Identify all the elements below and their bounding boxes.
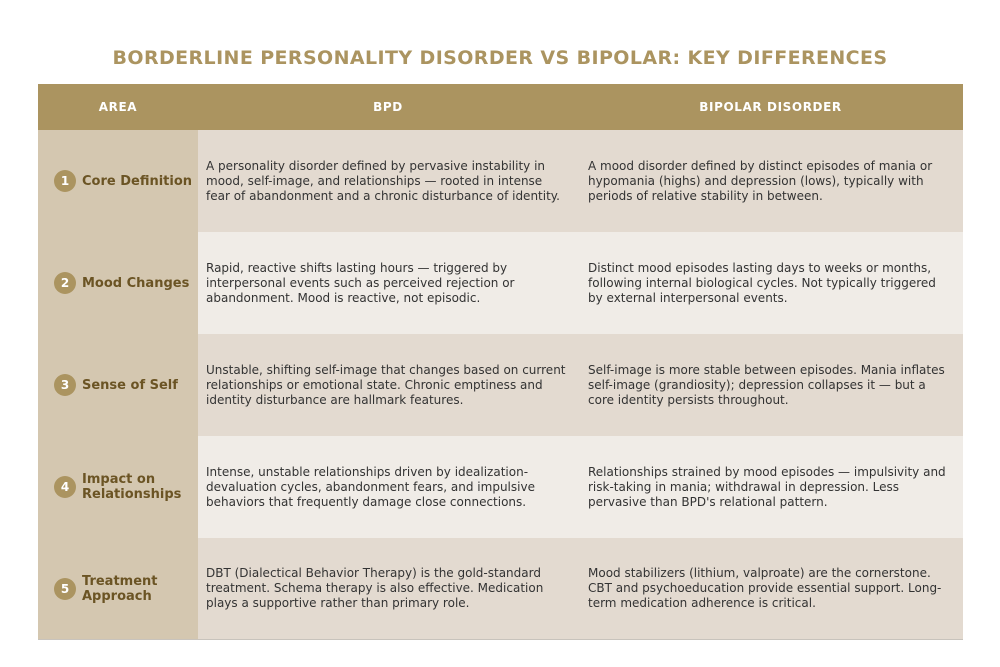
area-label: Sense of Self — [82, 377, 178, 393]
bipolar-cell: A mood disorder defined by distinct episodes of mania or hypomania (highs) and depression (lows), typically with periods of relative stability in between. — [578, 130, 963, 232]
row-number-badge: 1 — [54, 170, 76, 192]
table-header — [38, 84, 963, 130]
area-label: Core Definition — [82, 173, 193, 189]
table-row — [38, 232, 963, 334]
bpd-cell: DBT (Dialectical Behavior Therapy) is the gold-standard treatment. Schema therapy is also effective. Medication plays a supportive rather than primary role. — [198, 538, 578, 639]
page-title: BORDERLINE PERSONALITY DISORDER VS BIPOLAR: KEY DIFFERENCES — [112, 47, 888, 69]
table-row — [38, 334, 963, 436]
area-label: Impact on Relationships — [82, 472, 182, 502]
bpd-cell: Intense, unstable relationships driven by idealization-devaluation cycles, abandonment fears, and impulsive behaviors that frequently damage close connections. — [198, 436, 578, 538]
area-cell — [38, 232, 198, 334]
bpd-cell: Rapid, reactive shifts lasting hours — triggered by interpersonal events such as perceived rejection or abandonment. Mood is reactive, not episodic. — [198, 232, 578, 334]
row-number-badge: 2 — [54, 272, 76, 294]
table-row — [38, 538, 963, 640]
area-cell — [38, 130, 198, 232]
row-number-badge: 5 — [54, 578, 76, 600]
header-area: AREA — [98, 100, 138, 114]
bipolar-cell: Relationships strained by mood episodes — impulsivity and risk-taking in mania; withdrawal in depression. Less pervasive than BPD's relational pattern. — [578, 436, 963, 538]
area-cell — [38, 436, 198, 538]
area-cell — [38, 334, 198, 436]
comparison-table — [38, 84, 963, 640]
table-row — [38, 130, 963, 232]
area-label: Treatment Approach — [82, 573, 158, 604]
table-row — [38, 436, 963, 538]
row-number-badge: 3 — [54, 374, 76, 396]
bipolar-cell: Self-image is more stable between episodes. Mania inflates self-image (grandiosity); depression collapses it — but a core identity persists throughout. — [578, 334, 963, 436]
bpd-cell: Unstable, shifting self-image that changes based on current relationships or emotional state. Chronic emptiness and identity disturbance are hallmark features. — [198, 334, 578, 436]
bpd-cell: A personality disorder defined by pervasive instability in mood, self-image, and relationships — rooted in intense fear of abandonment and a chronic disturbance of identity. — [198, 130, 578, 232]
bipolar-cell: Distinct mood episodes lasting days to weeks or months, following internal biological cycles. Not typically triggered by external interpersonal events. — [578, 232, 963, 334]
area-cell — [38, 538, 198, 639]
row-number-badge: 4 — [54, 476, 76, 498]
area-label: Mood Changes — [82, 275, 190, 291]
header-bipolar: BIPOLAR DISORDER — [699, 100, 842, 114]
bipolar-cell: Mood stabilizers (lithium, valproate) are the cornerstone. CBT and psychoeducation provide essential support. Long-term medication adherence is critical. — [578, 538, 963, 639]
header-bpd: BPD — [373, 100, 403, 114]
